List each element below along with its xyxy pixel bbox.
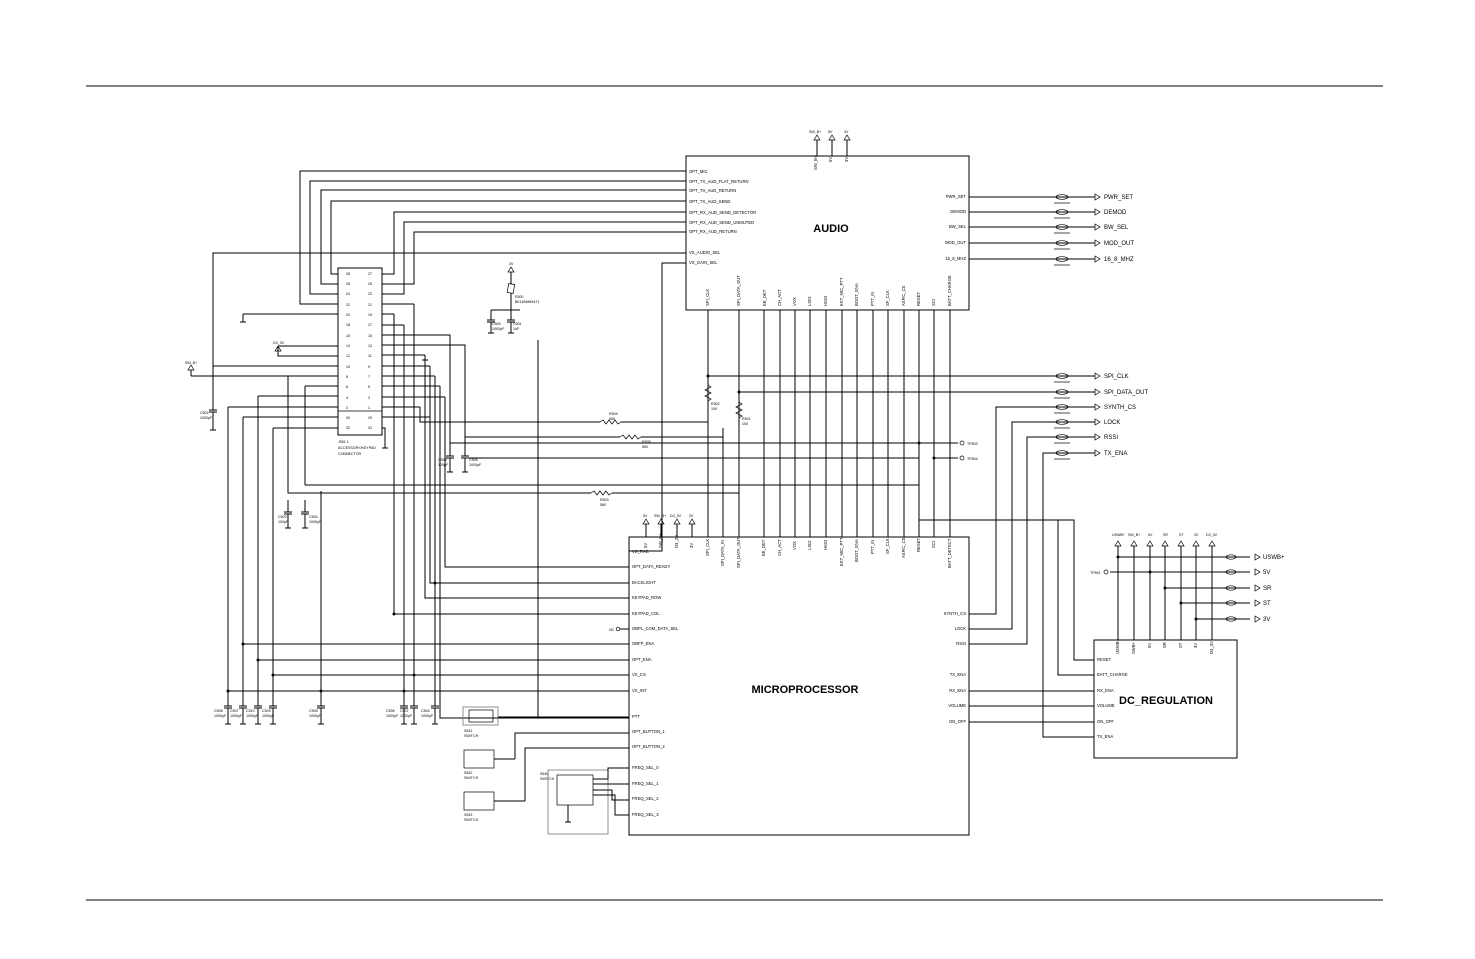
part-ref: C504 (309, 515, 318, 519)
connector-pin: 28 (346, 272, 350, 276)
part-value: 1000pF (400, 714, 413, 718)
micro-pin-label: SYNTH_CS (943, 611, 966, 616)
rail-label: SW_B+ (809, 130, 822, 134)
offpage-label: 5V (1263, 570, 1271, 576)
micro-pin-label: OBPL_COM_DATA_SEL (632, 626, 679, 631)
connector-pin: 9 (368, 365, 370, 369)
part-ref: C507 (230, 709, 239, 713)
rail-label: USWB+ (1112, 533, 1125, 537)
option-switches (463, 340, 629, 834)
part-ref: C507 (400, 709, 409, 713)
dc-pin-label: ON_OFF (1097, 719, 1114, 724)
micro-pin-label: VS_INT (632, 688, 647, 693)
rail-label: 3V (689, 514, 694, 518)
connector-pin: 10 (346, 365, 350, 369)
audio-bottom-pin-label: CH_ACT (777, 289, 782, 306)
rail-label: SR (1163, 533, 1168, 537)
micro-pin-label: RSSI (956, 641, 966, 646)
audio-bottom-pin-label: SCI (931, 299, 936, 306)
rail-label: 5V (828, 130, 833, 134)
micro-top-pin-label: SF_CLK (885, 538, 890, 554)
connector-pin: 7 (368, 375, 370, 379)
micro-pin-label: OBFP_ENA (632, 641, 655, 646)
dc-top-pin-label: SR (1162, 642, 1167, 648)
micro-top-pin-label: 3V (689, 542, 694, 548)
micro-pin-label: TX_ENA (949, 672, 966, 677)
part-ref: E500 (515, 295, 524, 299)
audio-bottom-pin-label: EXT_MIC_PTT (839, 277, 844, 306)
part-ref: S540 (540, 772, 549, 776)
dc-top-pin-label: 5V (1147, 642, 1152, 648)
micro-top-pin-label: D3_3V (674, 535, 679, 548)
connector-pin: 3 (368, 396, 370, 400)
part-ref: S542 (464, 771, 473, 775)
dc-top-pin-label: USWB+ (1115, 638, 1120, 654)
audio-pin-label: MOD_OUT (945, 240, 966, 245)
micro-top-pin-label: BOOT_ENA (854, 539, 859, 562)
connector-pin: 4 (346, 396, 348, 400)
part-ref: R502 (711, 402, 720, 406)
connector-pin: 13 (368, 344, 372, 348)
part-value: 1000pF (262, 714, 275, 718)
part-ref: S541 (464, 729, 473, 733)
offpage-label: ST (1263, 601, 1271, 607)
part-value: 1000pF (230, 714, 243, 718)
audio-pin-label: OPT_TX_AUD_FLAT_RETURN (689, 179, 749, 184)
micro-pin-label: VOLUME (948, 703, 966, 708)
audio-bottom-pin-label: SPI_DATA_OUT (736, 275, 741, 306)
connector-name: ACCESSORY/KEYPAD (338, 446, 376, 450)
part-value: 100pF (438, 463, 449, 467)
part-value: 1000pF (386, 714, 399, 718)
connector-pin: 20 (346, 313, 350, 317)
part-value: 1000pF (200, 416, 213, 420)
micro-pin-label: FREQ_SEL_1 (632, 781, 659, 786)
micro-top-pin-label: EXT_MIC_PTT (839, 537, 844, 566)
rail-label: SW_B+ (654, 514, 667, 518)
offpage-label: 3V (1263, 617, 1271, 623)
connector-pin: 32 (346, 426, 350, 430)
dc-top-pin-label: 3V (1193, 642, 1198, 648)
audio-supply-rails (814, 135, 850, 156)
audio-pin-label: VS_AUDIO_SEL (689, 250, 721, 255)
audio-bottom-pin-label: RESET (916, 292, 921, 306)
micro-pin-label: OPT_BUTTON_1 (632, 729, 665, 734)
connector-pin: 25 (368, 282, 372, 286)
offpage-label: TX_ENA (1104, 451, 1128, 457)
audio-pin-label: DEMOD (950, 209, 966, 214)
dc-top-pin-label: D3_3V (1209, 641, 1214, 654)
audio-pin-label: VS_GAIN_SEL (689, 260, 718, 265)
part-ref: C503 (278, 515, 287, 519)
part-value: 100 (742, 422, 748, 426)
micro-top-pin-label: LSIO (807, 540, 812, 550)
connector-pin: 30 (346, 416, 350, 420)
connector-pin: 1 (368, 406, 370, 410)
audio-bottom-pin-label: BATT_CHARGE (947, 275, 952, 306)
rail-label: 3V (1194, 533, 1199, 537)
rail-label: D3_3V (670, 514, 681, 518)
audio-bottom-pin-label: LSIO (807, 296, 812, 306)
connector-pin: 18 (346, 323, 350, 327)
part-ref: R504 (609, 412, 618, 416)
part-value: 560 (642, 445, 648, 449)
part-value: 560 (609, 417, 615, 421)
audio-title: AUDIO (813, 223, 849, 235)
dc-pin-label: BATT_CHARGE (1097, 672, 1128, 677)
offpage-label: SR (1263, 586, 1272, 592)
connector-pin: 22 (346, 303, 350, 307)
offpage-label: MOD_OUT (1104, 241, 1134, 247)
audio-bottom-pin-label: EE_DET (762, 289, 767, 306)
audio-pin-label: 16_8_MHZ (945, 256, 966, 261)
part-ref: C505 (438, 458, 447, 462)
audio-bottom-pin-label: SPI_CLK (705, 288, 710, 306)
accessory-connector (338, 268, 382, 435)
micro-top-pin-label: RESET (916, 538, 921, 552)
part-value: SWITCH (464, 776, 479, 780)
connector-ref: J551 1 (338, 440, 349, 444)
audio-bottom-pin-label: HSIO (823, 295, 828, 306)
dc-pin-label: RESET (1097, 657, 1111, 662)
offpage-label: SYNTH_CS (1104, 405, 1137, 411)
connector-pin: 29 (368, 416, 372, 420)
connector-pin: 15 (368, 334, 372, 338)
connector-pin: 11 (368, 354, 372, 358)
audio-bottom-pin-label: ASFIC_CS (901, 285, 906, 306)
micro-top-pin-label: 5V (643, 542, 648, 548)
dc-pin-label: VOLUME (1097, 703, 1115, 708)
offpage-label: PWR_SET (1104, 195, 1134, 201)
micro-pin-label: LOCK (954, 626, 966, 631)
micro-top-pin-label: SCI (931, 541, 936, 548)
connector-pin: 16 (346, 334, 350, 338)
connector-pin: 26 (346, 282, 350, 286)
part-value: 1000pF (421, 714, 434, 718)
audio-bottom-pin-label: VOX (792, 297, 797, 306)
rail-label: D3_3V (1206, 533, 1217, 537)
part-value: 1uF (513, 327, 520, 331)
micro-pin-label: OPT_DATA_READY (632, 564, 671, 569)
micro-supply-rails (643, 519, 695, 537)
connector-pin: 5 (368, 385, 370, 389)
dc-regulation-title: DC_REGULATION (1119, 695, 1213, 707)
audio-pin-label: OPT_RX_AUD_SEND_DETECTOR (689, 210, 757, 215)
offpage-label: SPI_DATA_OUT (1104, 390, 1149, 396)
rail-label: SW_B+ (1128, 533, 1141, 537)
micro-pin-label: RX_ENA (949, 688, 966, 693)
audio-bottom-pin-label: PTT_IN (870, 291, 875, 306)
part-ref: C508 (214, 709, 223, 713)
offpage-label: SPI_CLK (1104, 374, 1129, 380)
audio-top-pin-label: 5V (828, 156, 833, 162)
dc-pin-label: TX_ENA (1097, 734, 1114, 739)
micro-top-pin-label: HSIO (823, 539, 828, 550)
part-ref: R503 (600, 498, 609, 502)
connector-audio-wiring (191, 171, 686, 551)
micro-top-pin-label: SW_B+ (658, 533, 663, 548)
offpage-label: DEMOD (1104, 210, 1127, 216)
part-ref: C509 (262, 709, 271, 713)
micro-pin-label: VS_RAC (632, 549, 649, 554)
part-value: 1000pF (309, 520, 322, 524)
audio-top-pin-label: 3V (844, 156, 849, 162)
part-ref: C506 (386, 709, 395, 713)
micro-top-pin-label: PTT_IN (870, 539, 875, 554)
audio-pin-label: PWR_SET (945, 194, 966, 199)
testpoint-label: TP501 (1090, 571, 1101, 575)
part-ref: S543 (464, 813, 473, 817)
micro-top-pin-label: EE_DET (761, 539, 766, 556)
audio-bottom-pin-label: BOOT_ENA (854, 283, 859, 306)
micro-top-pin-label: SPI_CLK (705, 538, 710, 556)
micro-pin-label: ON_OFF (949, 719, 966, 724)
part-ref: C504 (421, 709, 430, 713)
micro-top-pin-label: BATT_DETECT (947, 538, 952, 568)
part-value: SWITCH (540, 777, 555, 781)
micro-pin-label: OPT_BUTTON_2 (632, 744, 665, 749)
part-ref: R505 (642, 440, 651, 444)
part-value: 1000pF (309, 714, 322, 718)
micro-pin-label: PTT (632, 714, 640, 719)
rail-label: D3_3V (273, 341, 284, 345)
part-value: 1000pF (214, 714, 227, 718)
connector-pin: 23 (368, 292, 372, 296)
microprocessor-title: MICROPROCESSOR (751, 684, 859, 696)
dc-top-pin-label: SWB+ (1131, 642, 1136, 654)
audio-pin-label: OPT_RX_AUD_RETURN (689, 229, 737, 234)
nc-label: NC (609, 628, 615, 632)
part-value: 100 (711, 407, 717, 411)
part-value: 100pF (278, 520, 289, 524)
micro-pin-label: FREQ_SEL_0 (632, 765, 659, 770)
connector-pin: 12 (346, 354, 350, 358)
part-ref: C506 (469, 458, 478, 462)
connector-pin: 6 (346, 385, 348, 389)
micro-pin-label: FREQ_SEL_2 (632, 796, 659, 801)
audio-pin-label: OPT_RX_AUD_SEND_UNMUTED (689, 220, 755, 225)
rail-label: SW_B+ (185, 361, 198, 365)
audio-pin-label: OPT_TX_AUD_RETURN (689, 188, 737, 193)
audio-pin-label: BW_SEL (949, 224, 966, 229)
part-value: 1000pF (246, 714, 259, 718)
offpage-label: 16_8_MHZ (1104, 257, 1134, 263)
offpage-label: RSSI (1104, 435, 1119, 441)
micro-top-pin-label: SPI_DATA_IN (720, 539, 725, 566)
connector-pin: 8 (346, 375, 348, 379)
micro-top-pin-label: CH_ACT (777, 539, 782, 556)
part-ref: C505 (309, 709, 318, 713)
audio-pin-label: OPT_MIC (689, 169, 708, 174)
connector-pin: 21 (368, 303, 372, 307)
part-ref: C501 (513, 322, 522, 326)
part-value: 560 (600, 503, 606, 507)
part-ref: C510 (246, 709, 255, 713)
testpoint-label: TP504 (967, 457, 978, 461)
micro-pin-label: KEYPAD_ROW (632, 595, 662, 600)
connector-pin: 31 (368, 426, 372, 430)
micro-pin-label: FREQ_SEL_3 (632, 812, 659, 817)
rail-label: 3V (844, 130, 849, 134)
micro-top-pin-label: ASFIC_CS (901, 537, 906, 558)
part-value: SWITCH (464, 734, 479, 738)
micro-pin-label: KEYPAD_COL (632, 611, 660, 616)
rail-label: 3V (509, 262, 514, 266)
audio-right-nets (969, 194, 1100, 262)
connector-pin: 14 (346, 344, 350, 348)
part-ref: C502 (200, 411, 209, 415)
audio-top-pin-label: SW_B+ (813, 155, 818, 170)
dc-top-pin-label: ST (1178, 642, 1183, 648)
offpage-label: USWB+ (1263, 555, 1285, 561)
offpage-label: LOCK (1104, 420, 1121, 426)
audio-pin-label: OPT_TX_AUD_SEND (689, 199, 731, 204)
dc-pin-label: RX_ENA (1097, 688, 1114, 693)
micro-top-pin-label: SPI_DATA_OUT (736, 537, 741, 568)
connector-pin: 24 (346, 292, 350, 296)
part-ref: C500 (492, 322, 501, 326)
connector-pin: 19 (368, 313, 372, 317)
connector-pin: 27 (368, 272, 372, 276)
connector-name: CONNECTOR (338, 452, 362, 456)
rail-label: ST (1179, 533, 1184, 537)
part-ref: R501 (742, 417, 751, 421)
micro-pin-label: OPT_ENA (632, 657, 652, 662)
connector-pin: 17 (368, 323, 372, 327)
offpage-label: BW_SEL (1104, 225, 1129, 231)
audio-bottom-pin-label: SF_CLK (885, 290, 890, 306)
part-value: 1000pF (492, 327, 505, 331)
part-value: BK1608HM471 (515, 300, 540, 304)
rail-label: 5V (643, 514, 648, 518)
part-value: SWITCH (464, 818, 479, 822)
rail-label: 5V (1148, 533, 1153, 537)
part-value: 1000pF (469, 463, 482, 467)
micro-pin-label: VS_CS (632, 672, 646, 677)
micro-pin-label: BACKLIGHT (632, 580, 656, 585)
micro-top-pin-label: VOX (792, 541, 797, 550)
connector-pin: 2 (346, 406, 348, 410)
testpoint-label: TP503 (967, 442, 978, 446)
